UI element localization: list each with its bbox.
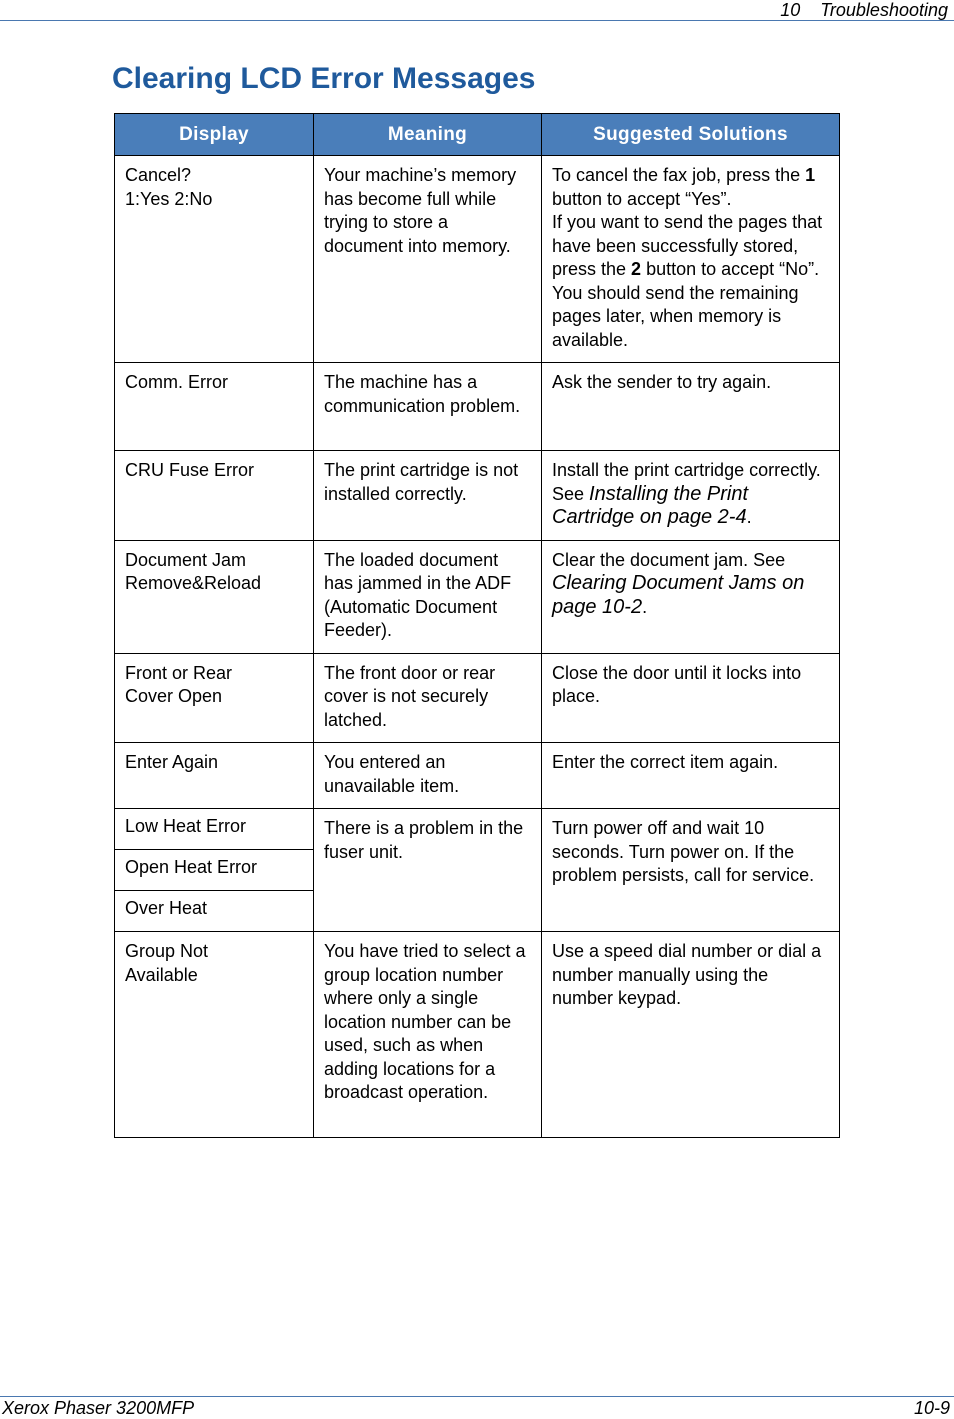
cross-reference-link[interactable]: Clearing Document Jams on page 10-2 (552, 572, 805, 618)
display-text: Enter Again (125, 752, 219, 772)
display-text: CRU Fuse Error (125, 460, 255, 480)
display-text: Cover Open (125, 686, 223, 706)
key-label: 1 (805, 165, 816, 185)
column-header-solutions: Suggested Solutions (542, 114, 840, 156)
display-text: Remove&Reload (125, 573, 262, 593)
chapter-title: Troubleshooting (820, 0, 948, 20)
table-row (115, 743, 840, 809)
solution-cell: Turn power off and wait 10 seconds. Turn power on. If the problem persists, call for service. (542, 809, 840, 932)
table-row (115, 653, 840, 743)
display-cell (115, 540, 314, 653)
display-cell (115, 451, 314, 541)
footer-rule (0, 1396, 954, 1397)
solution-text: If you want to send the pages that have been successfully stored, press the (552, 212, 823, 279)
solution-cell: Ask the sender to try again. (542, 363, 840, 451)
meaning-cell: You have tried to select a group location number where only a single location number can be used, such as when adding locations for a broadcast operation. (314, 932, 542, 1138)
solution-text: button to accept “Yes”. (552, 188, 732, 209)
footer-page-number: 10-9 (913, 1398, 950, 1418)
solution-text: Install the print cartridge correctly. See (552, 460, 821, 504)
column-header-display: Display (115, 114, 314, 156)
footer-product: Xerox Phaser 3200MFP (2, 1398, 195, 1418)
solution-text: Clear the document jam. See (552, 549, 786, 570)
meaning-cell: The front door or rear cover is not securely latched. (314, 653, 542, 743)
chapter-number: 10 (780, 0, 801, 20)
table-row (115, 451, 840, 541)
display-cell: Open Heat Error (115, 850, 314, 891)
running-header (780, 0, 948, 21)
display-text: Group Not (125, 941, 209, 961)
display-cell (115, 932, 314, 1138)
page-title: Clearing LCD Error Messages (112, 62, 536, 95)
error-messages-table (114, 113, 840, 1138)
display-cell (115, 653, 314, 743)
meaning-cell: The machine has a communication problem. (314, 363, 542, 451)
solution-text: . (746, 507, 752, 527)
column-header-meaning: Meaning (314, 114, 542, 156)
display-text: Cancel? (125, 165, 192, 185)
display-text: Document Jam (125, 549, 247, 570)
table-row (115, 156, 840, 363)
table-header-row (115, 114, 840, 156)
solution-cell (542, 451, 840, 541)
meaning-cell: The print cartridge is not installed correctly. (314, 451, 542, 541)
solution-text: To cancel the fax job, press the (552, 165, 806, 185)
solution-cell: Close the door until it locks into place. (542, 653, 840, 743)
solution-cell: Enter the correct item again. (542, 743, 840, 809)
solution-text: button to accept “No”. You should send the remaining pages later, when memory is available. (552, 259, 820, 350)
meaning-cell: Your machine’s memory has become full while trying to store a document into memory. (314, 156, 542, 363)
meaning-cell: There is a problem in the fuser unit. (314, 809, 542, 932)
table-row (115, 809, 840, 850)
display-text: 1:Yes 2:No (125, 188, 213, 209)
solution-cell (542, 540, 840, 653)
solution-cell: Use a speed dial number or dial a number manually using the number keypad. (542, 932, 840, 1138)
table-row (115, 932, 840, 1138)
table-row (115, 363, 840, 451)
cross-reference-link[interactable]: Installing the Print Cartridge on page 2-4 (552, 482, 749, 528)
display-text: Available (125, 964, 198, 985)
display-cell: Low Heat Error (115, 809, 314, 850)
display-cell: Over Heat (115, 891, 314, 932)
table-row (115, 540, 840, 653)
display-cell (115, 156, 314, 363)
solution-cell (542, 156, 840, 363)
meaning-cell: You entered an unavailable item. (314, 743, 542, 809)
meaning-cell: The loaded document has jammed in the ADF (Automatic Document Feeder). (314, 540, 542, 653)
solution-text: . (642, 596, 648, 617)
display-cell (115, 743, 314, 809)
key-label: 2 (631, 259, 642, 279)
display-text: Front or Rear (125, 662, 233, 683)
display-text: Comm. Error (125, 372, 228, 392)
display-cell (115, 363, 314, 451)
